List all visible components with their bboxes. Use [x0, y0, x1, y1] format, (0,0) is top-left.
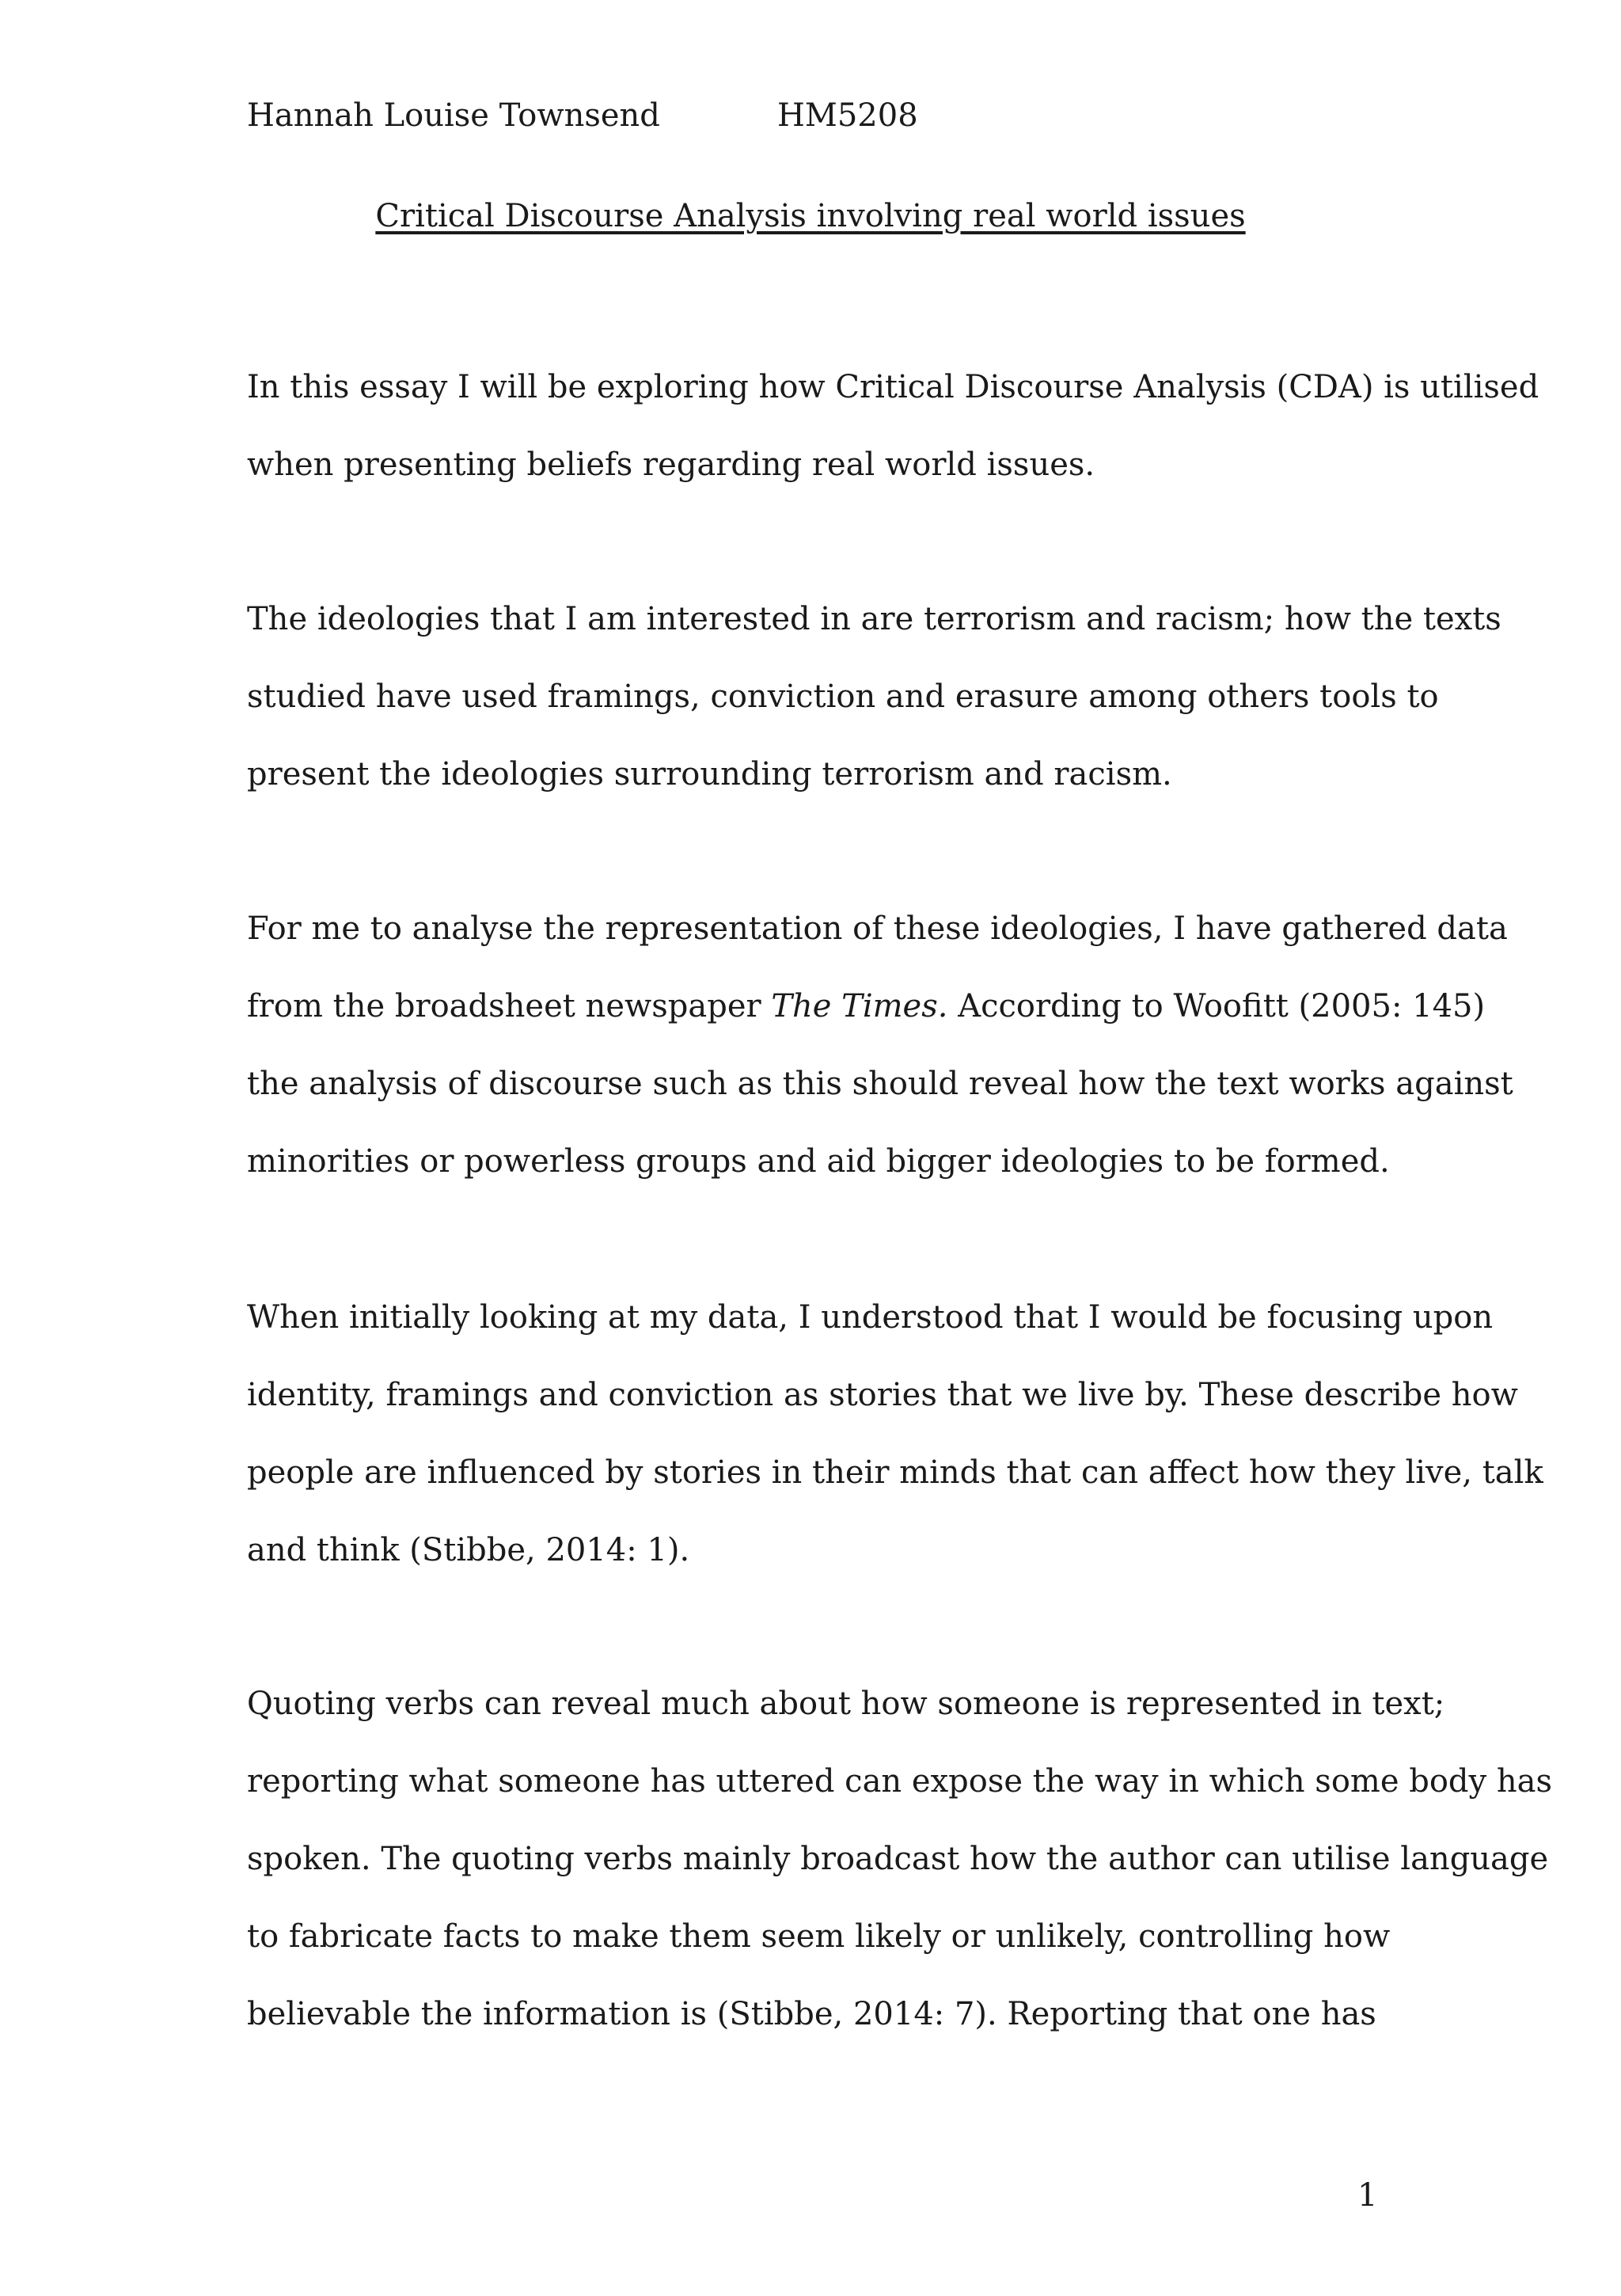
paragraph-line: studied have used framings, conviction and erasure among others tools to [247, 679, 1439, 715]
newspaper-title: The Times. [771, 988, 948, 1024]
paragraph-line: the analysis of discourse such as this should reveal how the text works against [247, 1066, 1513, 1102]
paragraph-line: believable the information is (Stibbe, 2014: 7). Reporting that one has [247, 1996, 1376, 2032]
paragraph-3 [247, 890, 1513, 1200]
essay-title-text: Critical Discourse Analysis involving real world issues [375, 198, 1246, 234]
paragraph-line: minorities or powerless groups and aid bigger ideologies to be formed. [247, 1143, 1390, 1180]
paragraph-line: For me to analyse the representation of these ideologies, I have gathered data [247, 910, 1508, 947]
paragraph-2 [247, 580, 1501, 813]
paragraph-line: identity, framings and conviction as stories that we live by. These describe how [247, 1377, 1518, 1413]
paragraph-4 [247, 1279, 1543, 1589]
paragraph-line: When initially looking at my data, I understood that I would be focusing upon [247, 1299, 1494, 1336]
line-text-after: According to Woofitt (2005: 145) [947, 988, 1486, 1024]
paragraph-line: In this essay I will be exploring how Critical Discourse Analysis (CDA) is utilised [247, 369, 1539, 405]
paragraph-5 [247, 1665, 1552, 2053]
paragraph-line: The ideologies that I am interested in are terrorism and racism; how the texts [247, 601, 1501, 637]
paragraph-line: when presenting beliefs regarding real world issues. [247, 447, 1095, 483]
paragraph-1 [247, 348, 1539, 504]
paragraph-line: to fabricate facts to make them seem likely or unlikely, controlling how [247, 1918, 1391, 1955]
paragraph-line: people are influenced by stories in their minds that can affect how they live, talk [247, 1454, 1543, 1491]
paragraph-line: spoken. The quoting verbs mainly broadcast how the author can utilise language [247, 1841, 1549, 1877]
paragraph-line-mixed [247, 967, 1486, 1045]
line-text-before: from the broadsheet newspaper [247, 988, 772, 1024]
module-code: HM5208 [777, 97, 918, 134]
essay-title [0, 194, 1621, 238]
page-number: 1 [1357, 2177, 1378, 2214]
paragraph-line: reporting what someone has uttered can expose the way in which some body has [247, 1763, 1552, 1800]
paragraph-line: Quoting verbs can reveal much about how someone is represented in text; [247, 1686, 1445, 1722]
paragraph-line: and think (Stibbe, 2014: 1). [247, 1532, 690, 1568]
author-name: Hannah Louise Townsend [247, 97, 660, 134]
paragraph-line: present the ideologies surrounding terrorism and racism. [247, 756, 1172, 793]
